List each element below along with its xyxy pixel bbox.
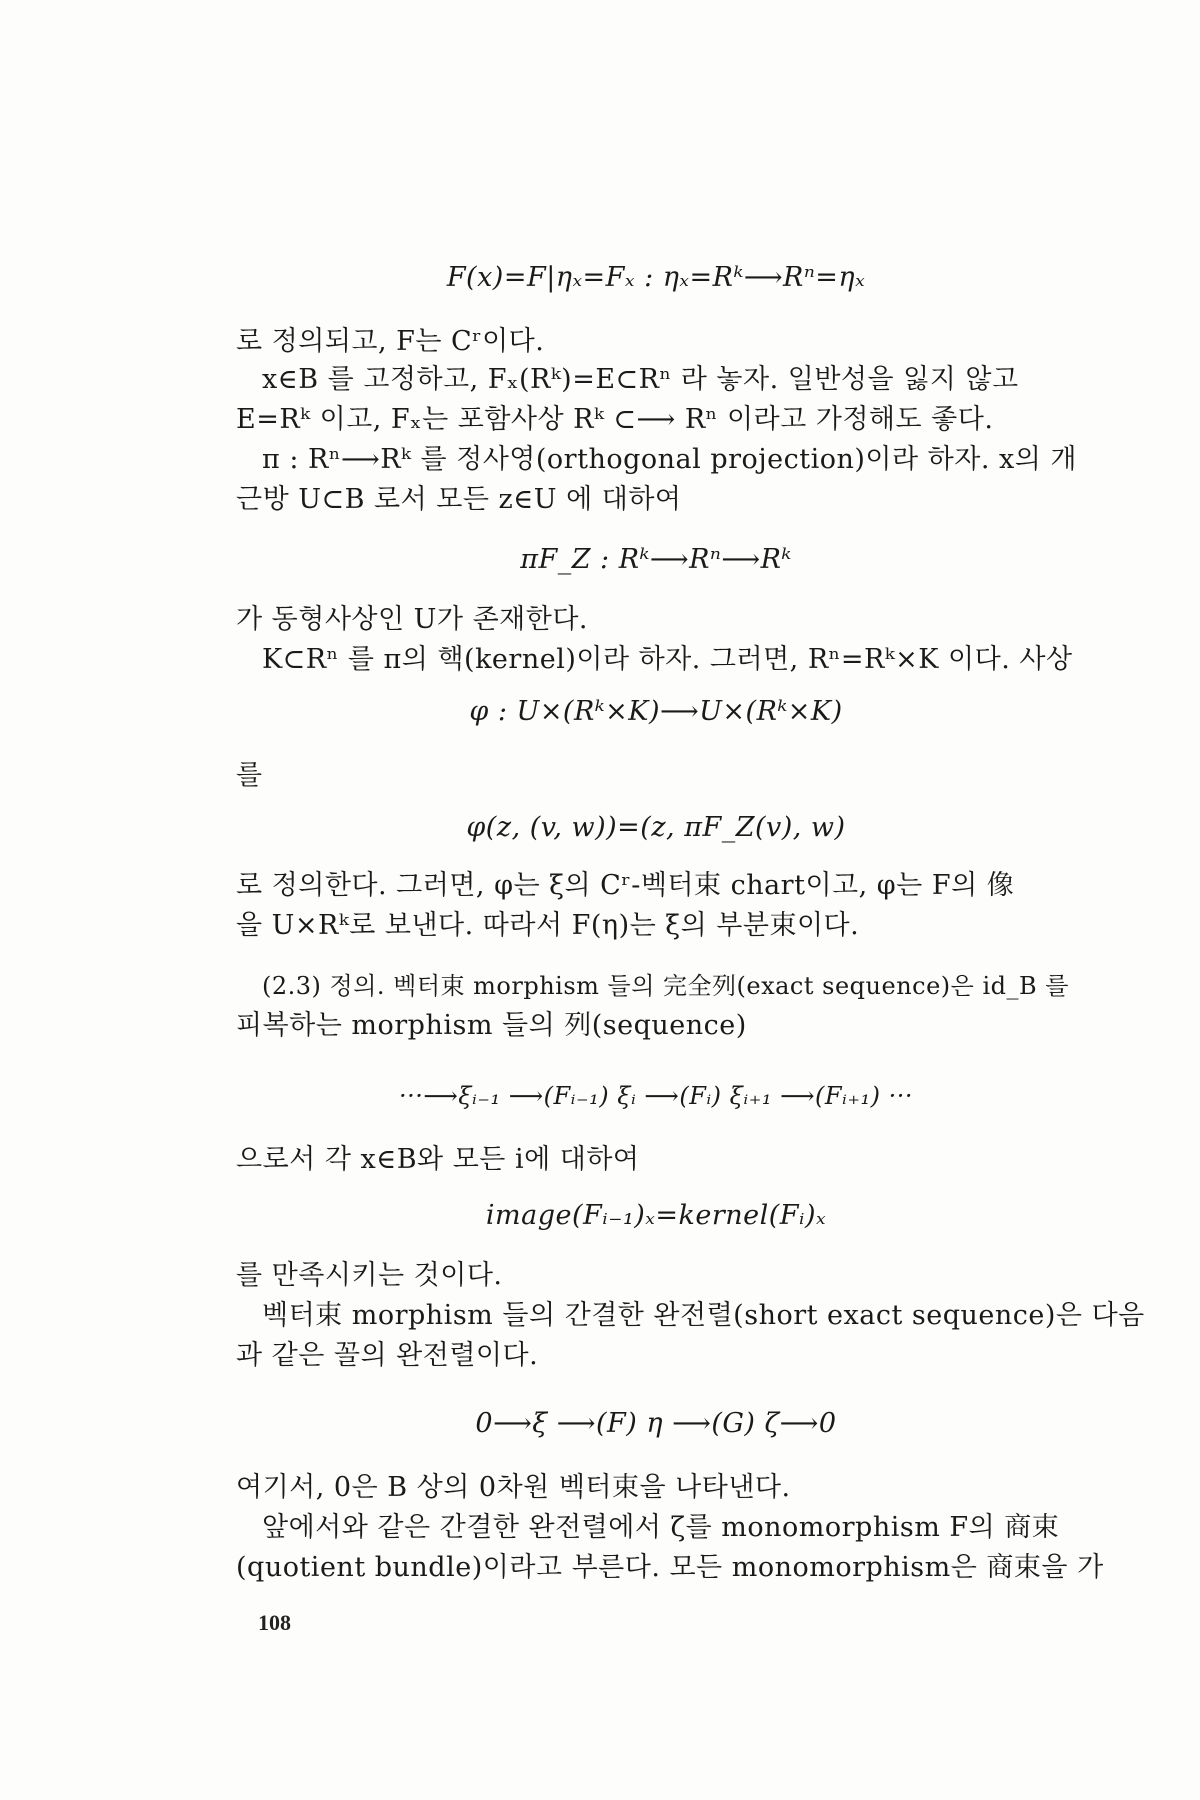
text-line: 벡터束 morphism 들의 간결한 완전렬(short exact sequence)은 다음	[262, 1300, 1145, 1331]
text-line: K⊂Rⁿ 를 π의 핵(kernel)이라 하자. 그러면, Rⁿ=Rᵏ×K 이다. 사상	[262, 644, 1073, 675]
equation-phi-map: φ : U×(Rᵏ×K)⟶U×(Rᵏ×K)	[469, 696, 843, 727]
text-line: 를 만족시키는 것이다.	[236, 1260, 503, 1291]
equation-exact-sequence: ···⟶ξᵢ₋₁ ⟶(Fᵢ₋₁) ξᵢ ⟶(Fᵢ) ξᵢ₊₁ ⟶(Fᵢ₊₁) ···	[398, 1082, 914, 1110]
text-line: E=Rᵏ 이고, Fₓ는 포함사상 Rᵏ ⊂⟶ Rⁿ 이라고 가정해도 좋다.	[236, 404, 994, 435]
text-line: π : Rⁿ⟶Rᵏ 를 정사영(orthogonal projection)이라 하자. x의 개	[262, 444, 1077, 475]
page-number: 108	[258, 1610, 291, 1635]
text-line: 앞에서와 같은 간결한 완전렬에서 ζ를 monomorphism F의 商束	[262, 1512, 1060, 1543]
definition-heading: (2.3) 정의. 벡터束 morphism 들의 完全列(exact sequence)은 id_B 를	[262, 972, 1069, 1000]
text-line: 를	[236, 760, 263, 791]
text-line: 가 동형사상인 U가 존재한다.	[236, 604, 588, 635]
text-line: 로 정의한다. 그러면, φ는 ξ의 Cʳ-벡터束 chart이고, φ는 F의 像	[236, 870, 1015, 901]
equation-phi-definition: φ(z, (v, w))=(z, πF_Z(v), w)	[466, 812, 846, 843]
text-line: 을 U×Rᵏ로 보낸다. 따라서 F(η)는 ξ의 부분束이다.	[236, 910, 860, 941]
text-line: 근방 U⊂B 로서 모든 z∈U 에 대하여	[236, 484, 682, 515]
equation-fiber-map: F(x)=F|ηₓ=Fₓ : ηₓ=Rᵏ⟶Rⁿ=ηₓ	[446, 262, 866, 293]
equation-image-kernel: image(Fᵢ₋₁)ₓ=kernel(Fᵢ)ₓ	[485, 1200, 827, 1231]
text-line: 피복하는 morphism 들의 列(sequence)	[236, 1010, 747, 1041]
equation-projection: πF_Z : Rᵏ⟶Rⁿ⟶Rᵏ	[520, 544, 792, 575]
text-line: (quotient bundle)이라고 부른다. 모든 monomorphism은 商束을 가	[236, 1552, 1104, 1583]
text-line: 로 정의되고, F는 Cʳ이다.	[236, 326, 545, 357]
text-line: 으로서 각 x∈B와 모든 i에 대하여	[236, 1144, 640, 1175]
equation-short-exact-sequence: 0⟶ξ ⟶(F) η ⟶(G) ζ⟶0	[475, 1408, 837, 1439]
text-line: 여기서, 0은 B 상의 0차원 벡터束을 나타낸다.	[236, 1472, 791, 1503]
text-line: 과 같은 꼴의 완전렬이다.	[236, 1340, 539, 1371]
text-line: x∈B 를 고정하고, Fₓ(Rᵏ)=E⊂Rⁿ 라 놓자. 일반성을 잃지 않고	[262, 364, 1019, 395]
